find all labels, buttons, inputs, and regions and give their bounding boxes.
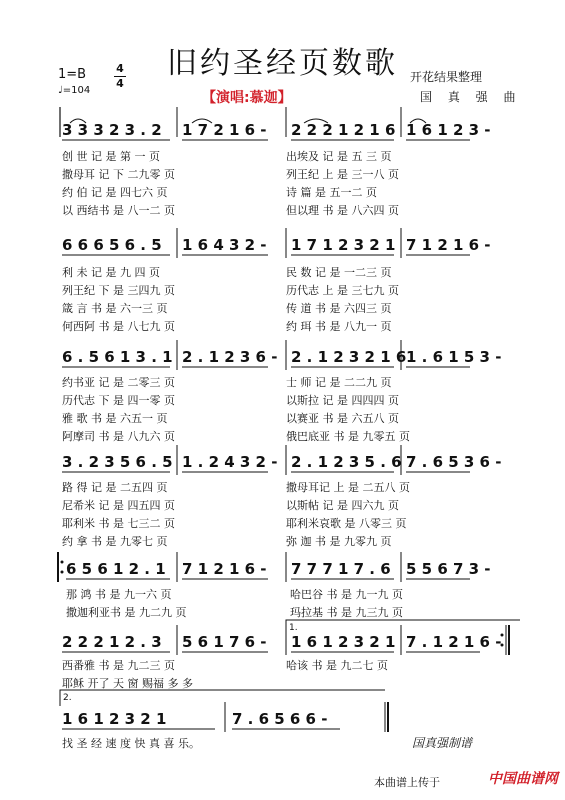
measure-notes: 7 1 2 1 6 - [406,236,491,254]
svg-text:诗 篇 是 五一二 页: 诗 篇 是 五一二 页 [286,186,377,199]
measure-notes: 1 6 4 3 2 - [182,236,267,254]
svg-text:利 未 记 是 九 四 页: 利 未 记 是 九 四 页 [62,266,160,279]
time-signature-bottom: 4 [116,77,124,90]
composer-credit: 国 真 强 曲 [420,90,522,104]
svg-text:历代志 上 是 三七九 页: 历代志 上 是 三七九 页 [286,284,399,297]
svg-text:哈巴谷 书 是 九一九 页: 哈巴谷 书 是 九一九 页 [290,588,403,601]
score-row-5 [58,552,491,582]
time-signature-top: 4 [116,62,124,75]
svg-text:士 师 记 是 二二九 页: 士 师 记 是 二二九 页 [286,376,392,389]
song-title: 旧约圣经页数歌 [167,46,398,81]
measure-notes: 2 . 1 2 3 2 1 6 [291,348,407,366]
measure-notes: 7 . 1 2 1 6 - [406,633,502,651]
score-row-1 [60,107,491,140]
singer-credit: 【演唱:慕迦】 [202,90,292,106]
svg-text:那 鸿 书 是 九一六 页: 那 鸿 书 是 九一六 页 [66,588,172,601]
svg-text:尼希米 记 是 四五四 页: 尼希米 记 是 四五四 页 [62,499,175,512]
svg-text:耶利米 书 是 七三二 页: 耶利米 书 是 七三二 页 [62,517,175,530]
lyrics-row-6 [62,658,388,690]
svg-text:以 西结书 是 八一二 页: 以 西结书 是 八一二 页 [62,204,175,217]
svg-text:弥 迦 书 是 九零九 页: 弥 迦 书 是 九零九 页 [286,535,392,548]
measure-notes: 1 6 1 2 3 2 1 [62,710,167,728]
lyrics-row-1 [62,149,399,217]
svg-text:但以理 书 是 八六四 页: 但以理 书 是 八六四 页 [286,204,399,217]
measure-notes: 7 . 6 5 6 6 - [232,710,328,728]
svg-text:约 拿 书 是 九零七 页: 约 拿 书 是 九零七 页 [62,535,168,548]
measure-notes: 1 7 2 1 6 - [182,121,267,139]
measure-notes: 7 1 2 1 6 - [182,560,267,578]
measure-notes: 7 7 7 1 7 . 6 [291,560,391,578]
score-row-6 [62,620,520,655]
measure-notes: 3 3 3 2 3 . 2 [62,121,162,139]
measure-notes: 2 2 2 1 2 . 3 [62,633,162,651]
measure-notes: 3 . 2 3 5 6 . 5 [62,453,173,471]
measure-notes: 6 . 5 6 1 3 . 1 [62,348,173,366]
svg-text:雅 歌 书 是 六五一 页: 雅 歌 书 是 六五一 页 [62,412,168,425]
measure-notes: 1 7 1 2 3 2 1 [291,236,396,254]
measure-notes: 2 . 1 2 3 6 - [182,348,278,366]
measure-notes: 5 6 1 7 6 - [182,633,267,651]
signature: 国真强制谱 [412,736,473,750]
volta-1: 1. [289,623,298,633]
score-row-4 [62,445,501,475]
svg-text:列王纪 上 是 三一八 页: 列王纪 上 是 三一八 页 [286,168,399,181]
measure-notes: 1 6 1 2 3 - [406,121,491,139]
measure-notes: 2 2 2 1 2 1 6 [291,121,396,139]
svg-text:列王纪 下 是 三四九 页: 列王纪 下 是 三四九 页 [62,284,175,297]
svg-text:约 伯 记 是 四七六 页: 约 伯 记 是 四七六 页 [62,186,168,199]
score-row-2 [62,228,491,258]
measure-notes: 6 5 6 1 2 . 1 [66,560,166,578]
svg-text:出埃及 记 是 五 三 页: 出埃及 记 是 五 三 页 [286,150,392,163]
lyrics-row-3 [62,375,410,443]
volta-2: 2. [63,693,72,703]
svg-text:玛拉基 书 是 九三九 页: 玛拉基 书 是 九三九 页 [290,606,403,619]
lyrics-row-2 [62,265,399,333]
score-row-7 [60,690,388,732]
score-row-3 [62,340,501,370]
svg-text:撒母耳记 上 是 二五八 页: 撒母耳记 上 是 二五八 页 [286,481,410,494]
svg-text:箴 言 书 是 六一三 页: 箴 言 书 是 六一三 页 [62,302,168,315]
key-signature: 1=B [58,67,87,82]
measure-notes: 1 6 1 2 3 2 1 [291,633,396,651]
svg-text:约书亚 记 是 二零三 页: 约书亚 记 是 二零三 页 [62,376,175,389]
svg-text:历代志 下 是 四一零 页: 历代志 下 是 四一零 页 [62,394,175,407]
svg-text:阿摩司 书 是 八九六 页: 阿摩司 书 是 八九六 页 [62,430,175,443]
svg-text:以斯帖 记 是 四六九 页: 以斯帖 记 是 四六九 页 [286,499,399,512]
measure-notes: 1 . 2 4 3 2 - [182,453,278,471]
site-logo[interactable]: 中国曲谱网 [488,771,558,787]
svg-text:民 数 记 是 一二三 页: 民 数 记 是 一二三 页 [286,266,392,279]
svg-text:耶利米哀歌 是 八零三 页: 耶利米哀歌 是 八零三 页 [286,517,407,530]
svg-text:以斯拉 记 是 四四四 页: 以斯拉 记 是 四四四 页 [286,394,399,407]
svg-text:撒迦利亚书 是 九二九 页: 撒迦利亚书 是 九二九 页 [66,606,187,619]
svg-text:耶稣 开了 天 窗 赐福 多 多: 耶稣 开了 天 窗 赐福 多 多 [62,677,193,690]
measure-notes: 6 6 6 5 6 . 5 [62,236,162,254]
tempo-marking: ♩=104 [58,85,91,96]
measure-notes: 7 . 6 5 3 6 - [406,453,502,471]
upload-text: 本曲谱上传于 [374,776,440,789]
arranger-credit: 开花结果整理 [410,70,483,84]
svg-text:创 世 记 是 第 一 页: 创 世 记 是 第 一 页 [62,150,160,163]
lyrics-row-4 [62,480,410,548]
svg-text:找 圣 经 速 度 快 真: 找 圣 经 速 度 快 真 喜 乐。 [62,737,200,750]
svg-text:撒母耳 记 下 二九零 页: 撒母耳 记 下 二九零 页 [62,168,175,181]
measure-notes: 5 5 6 7 3 - [406,560,491,578]
svg-text:哈该 书 是 九二七 页: 哈该 书 是 九二七 页 [286,659,388,672]
svg-text:路 得 记 是 二五四 页: 路 得 记 是 二五四 页 [62,481,168,494]
svg-text:俄巴底亚 书 是 九零五 页: 俄巴底亚 书 是 九零五 页 [286,430,410,443]
measure-notes: 2 . 1 2 3 5 . 6 [291,453,402,471]
svg-text:以赛亚 书 是 六五八 页: 以赛亚 书 是 六五八 页 [286,412,399,425]
lyrics-row-5 [66,587,403,619]
measure-notes: 1 . 6 1 5 3 - [406,348,502,366]
svg-text:传 道 书 是 六四三 页: 传 道 书 是 六四三 页 [286,302,392,315]
lyrics-row-7 [62,736,200,750]
svg-text:何西阿 书 是 八七九 页: 何西阿 书 是 八七九 页 [62,320,175,333]
svg-text:约 珥 书 是 八九一 页: 约 珥 书 是 八九一 页 [286,320,392,333]
svg-text:西番雅 书 是 九二三 页: 西番雅 书 是 九二三 页 [62,659,175,672]
